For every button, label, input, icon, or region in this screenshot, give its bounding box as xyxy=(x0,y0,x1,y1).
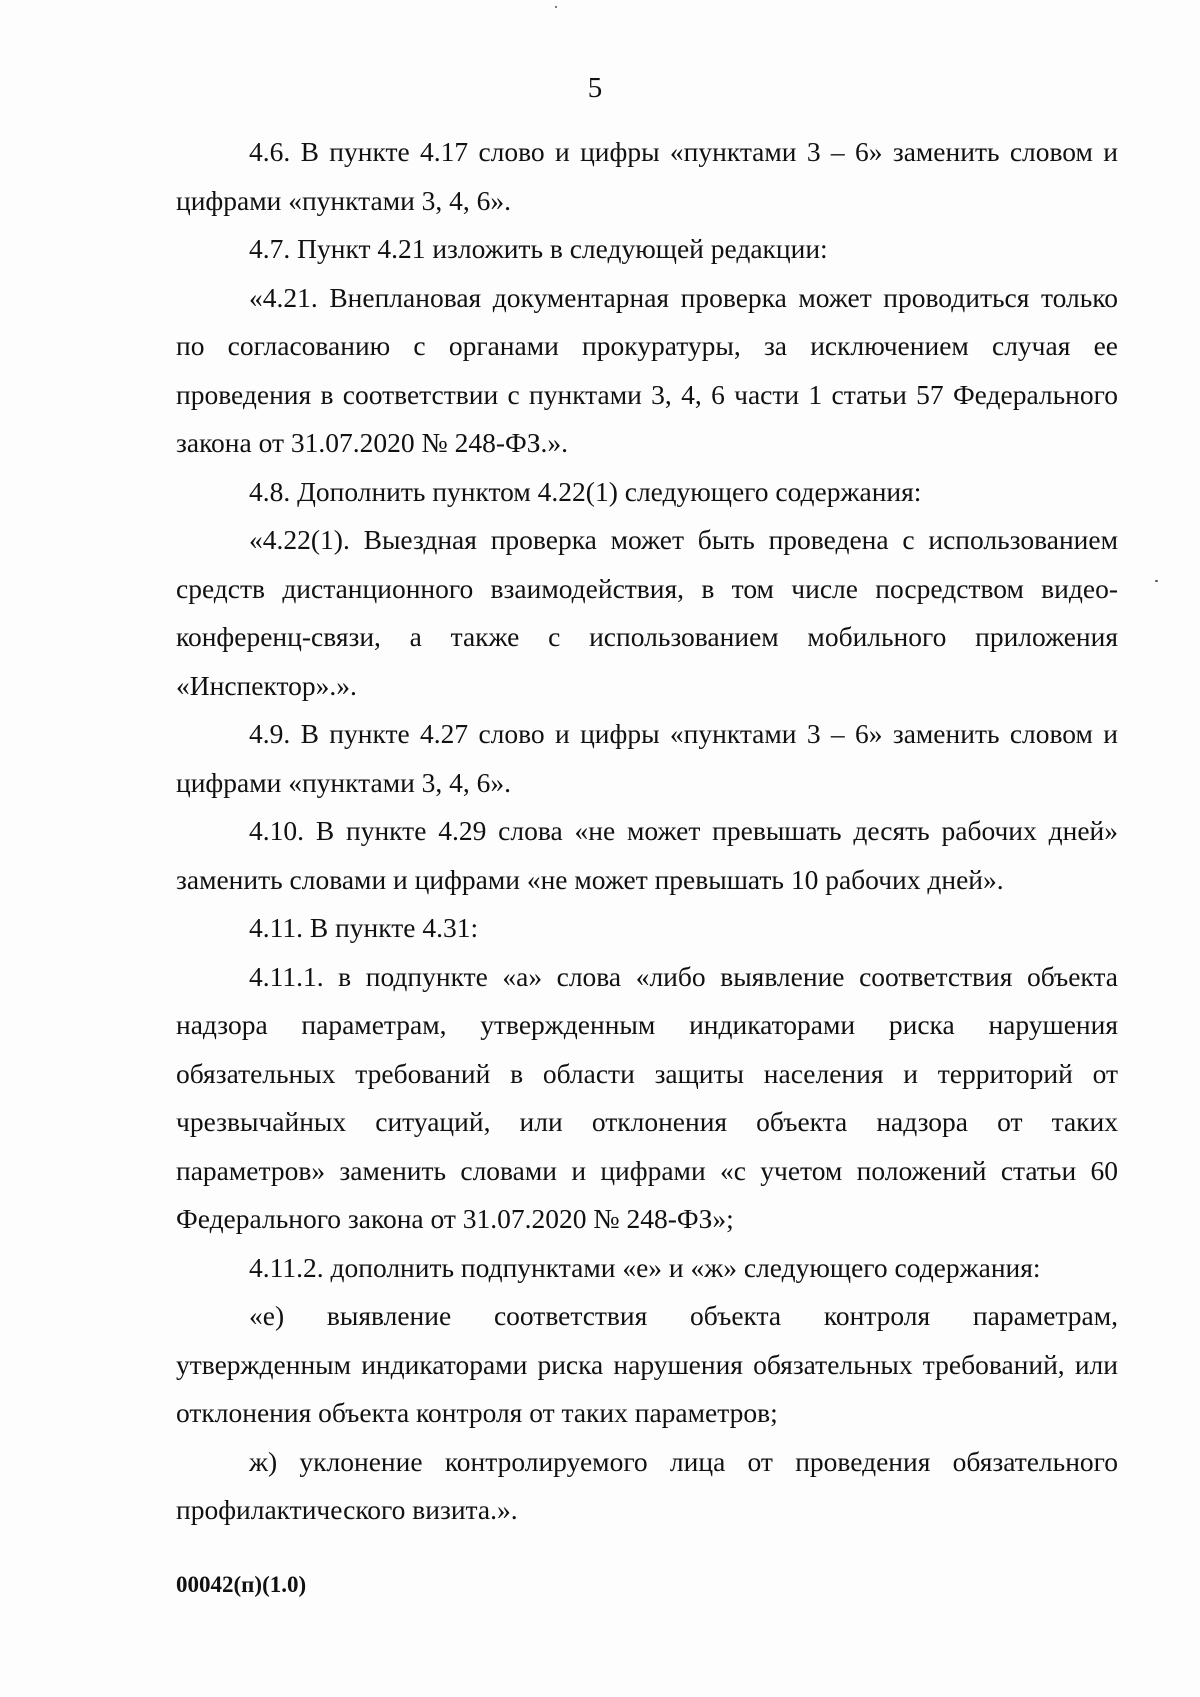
paragraph-4-11-2: 4.11.2. дополнить подпунктами «е» и «ж» следующего содержания: xyxy=(249,1251,1041,1283)
paragraph-4-21-text: «4.21. Внеплановая документарная проверка может проводиться только по согласованию с органами прокуратуры, за исключением случая ее проведения в соответствии с пунктами 3, 4, 6 части 1 статьи 57 Федерального закона от 31.07.2020 № 248-ФЗ.». xyxy=(176,281,1118,458)
paragraph-4-9: 4.9. В пункте 4.27 слово и цифры «пунктами 3 – 6» заменить словом и цифрами «пунктами 3, 4, 6». xyxy=(176,718,1118,798)
document-body xyxy=(176,128,1118,1535)
paragraph-4-7: 4.7. Пункт 4.21 изложить в следующей редакции: xyxy=(249,233,828,264)
paragraph-4-6: 4.6. В пункте 4.17 слово и цифры «пунктами 3 – 6» заменить словом и цифрами «пунктами 3, 4, 6». xyxy=(176,136,1118,216)
page-number: 5 xyxy=(587,72,603,104)
document-code: 00042(п)(1.0) xyxy=(176,1572,307,1597)
paragraph-4-22-1-text: «4.22(1). Выездная проверка может быть проведена с использованием средств дистанционного взаимодействия, в том числе посредством видео-конференц-связи, а также с использованием мобильного приложения «Инспектор».». xyxy=(176,524,1118,701)
paragraph-4-8: 4.8. Дополнить пунктом 4.22(1) следующего содержания: xyxy=(249,475,922,507)
scan-speck xyxy=(555,6,557,8)
paragraph-4-10: 4.10. В пункте 4.29 слова «не может превышать десять рабочих дней» заменить словами и цифрами «не может превышать 10 рабочих дней». xyxy=(176,815,1118,895)
scan-speck xyxy=(1155,580,1158,582)
subparagraph-e: «е) выявление соответствия объекта контроля параметрам, утвержденным индикаторами риска нарушения обязательных требований, или отклонения объекта контроля от таких параметров; xyxy=(176,1300,1118,1428)
paragraph-4-11: 4.11. В пункте 4.31: xyxy=(249,912,479,943)
paragraph-4-11-1: 4.11.1. в подпункте «а» слова «либо выявление соответствия объекта надзора параметрам, утвержденным индикаторами риска нарушения обязательных требований в области защиты населения и территорий от чрезвычайных ситуаций, или отклонения объекта надзора от таких параметров» заменить словами и цифрами «с учетом положений статьи 60 Федерального закона от 31.07.2020 № 248-ФЗ»; xyxy=(176,960,1118,1234)
subparagraph-zh: ж) уклонение контролируемого лица от проведения обязательного профилактического визита.». xyxy=(176,1445,1118,1525)
